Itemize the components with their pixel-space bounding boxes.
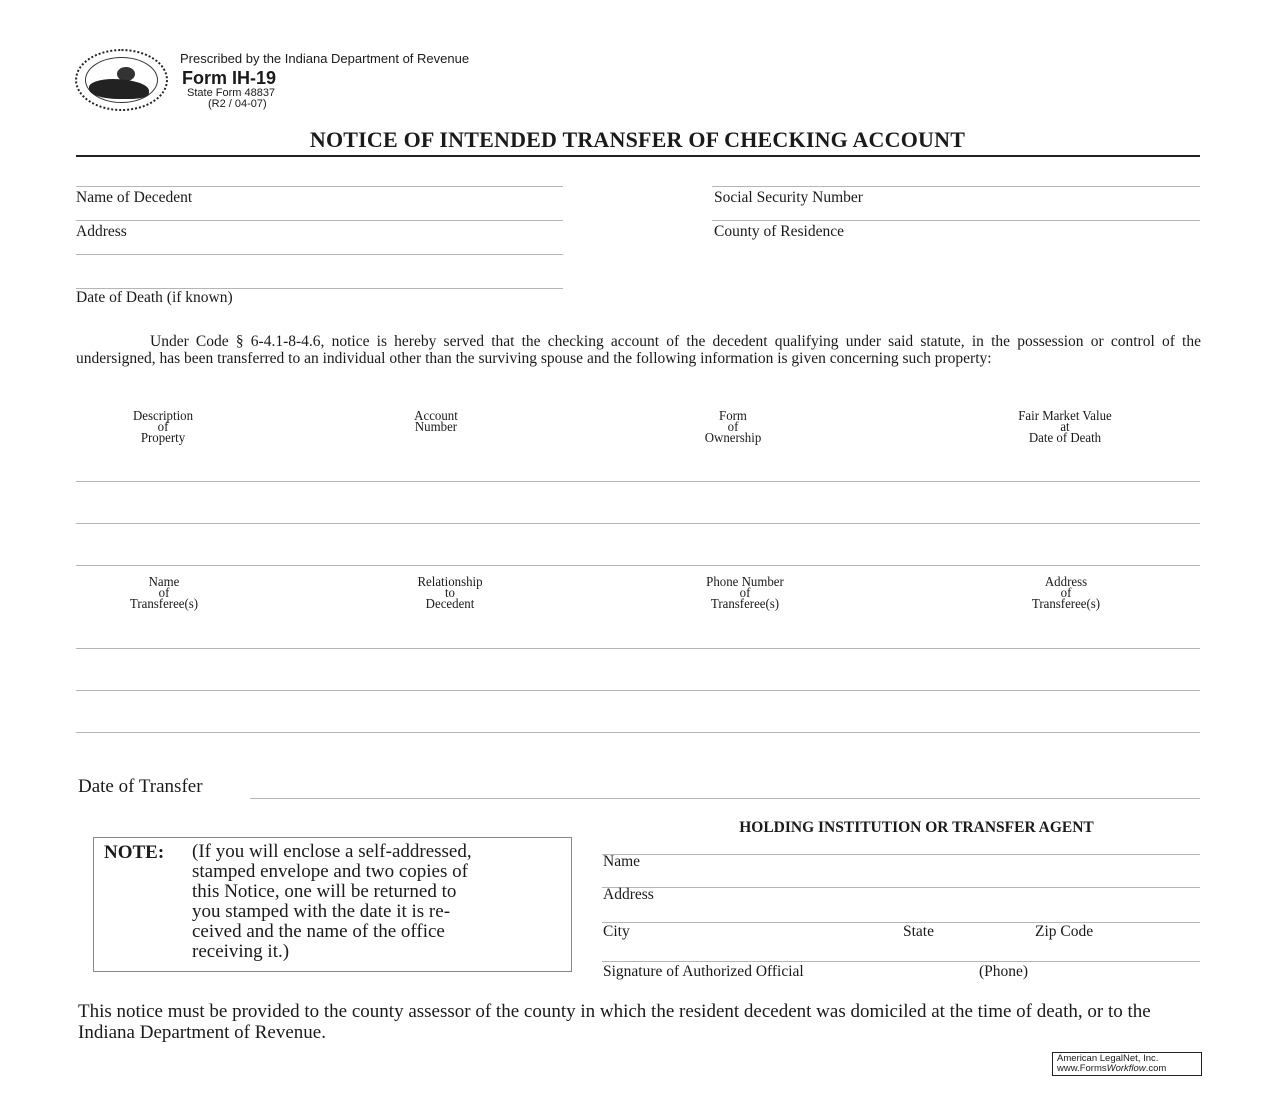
row-rule xyxy=(76,565,1200,566)
note-line: receiving it.) xyxy=(192,941,290,962)
credit-suffix: .com xyxy=(1145,1063,1167,1074)
header-line: of xyxy=(1060,586,1072,601)
header-line: Transferee(s) xyxy=(710,597,780,612)
transferee-table-row[interactable] xyxy=(76,649,1200,690)
column-header-account-number xyxy=(344,411,528,433)
row-rule xyxy=(76,732,1200,733)
column-header-relationship xyxy=(358,577,542,610)
transferee-table-row[interactable] xyxy=(76,607,1200,648)
zip-code-label: Zip Code xyxy=(1035,923,1094,940)
header-line: at xyxy=(1060,420,1070,435)
signature-field[interactable] xyxy=(602,938,972,960)
note-line: you stamped with the date it is re- xyxy=(192,901,451,922)
note-line: ceived and the name of the office xyxy=(192,921,445,942)
credit-italic: Workflow xyxy=(1106,1063,1146,1074)
column-header-transferee-address xyxy=(974,577,1158,610)
credit-line-1: American LegalNet, Inc. xyxy=(1057,1053,1159,1064)
note-label: NOTE: xyxy=(104,842,165,863)
header-line: Address xyxy=(1044,575,1088,590)
header-line: Relationship xyxy=(417,575,483,590)
note-line: stamped envelope and two copies of xyxy=(192,861,468,882)
column-header-transferee-name xyxy=(72,577,256,610)
header-line: Fair Market Value xyxy=(1018,409,1112,424)
holding-institution-title: HOLDING INSTITUTION OR TRANSFER AGENT xyxy=(739,819,1094,836)
city-label: City xyxy=(603,923,630,940)
property-table-row[interactable] xyxy=(76,482,1200,523)
state-label: State xyxy=(903,923,934,940)
field-rule xyxy=(250,798,1200,799)
phone-field[interactable] xyxy=(975,938,1200,960)
header-line: of xyxy=(739,586,751,601)
prescribed-by: Prescribed by the Indiana Department of Revenue xyxy=(180,51,470,66)
county-of-residence-field[interactable] xyxy=(895,221,1200,253)
date-of-transfer-label: Date of Transfer xyxy=(78,776,203,797)
page-title: NOTICE OF INTENDED TRANSFER OF CHECKING ACCOUNT xyxy=(309,127,966,152)
header-line: Phone Number xyxy=(706,575,784,590)
header-line: Description xyxy=(132,409,194,424)
county-of-residence-label: County of Residence xyxy=(714,223,845,240)
header-line: Decedent xyxy=(425,597,475,612)
institution-name-label: Name xyxy=(603,853,641,870)
submission-instruction: This notice must be provided to the county assessor of the county in which the resident decedent was domiciled at the time of death, or to the Indiana Department of Revenue. xyxy=(78,1001,1151,1043)
header-line: Transferee(s) xyxy=(1031,597,1101,612)
property-table-row[interactable] xyxy=(76,524,1200,565)
header-line: of xyxy=(727,420,739,435)
state-form-number: State Form 48837 xyxy=(187,87,276,99)
institution-address-field[interactable] xyxy=(675,888,1200,921)
date-of-death-label: Date of Death (if known) xyxy=(76,289,233,306)
transferee-table-row[interactable] xyxy=(76,691,1200,732)
header-line: Date of Death xyxy=(1028,431,1102,446)
header-line: Account xyxy=(414,409,458,424)
phone-label: (Phone) xyxy=(979,963,1029,980)
header-line: to xyxy=(444,586,456,601)
note-line: this Notice, one will be returned to xyxy=(192,881,457,902)
signature-label: Signature of Authorized Official xyxy=(603,963,804,980)
name-of-decedent-label: Name of Decedent xyxy=(76,189,193,206)
header-line: Number xyxy=(414,420,458,435)
field-rule xyxy=(76,254,563,255)
institution-name-field[interactable] xyxy=(660,855,1200,886)
header-line: of xyxy=(157,420,169,435)
indiana-state-seal-icon xyxy=(75,49,168,111)
date-of-death-field[interactable] xyxy=(290,289,563,309)
property-table-row[interactable] xyxy=(76,440,1200,481)
ssn-field[interactable] xyxy=(920,187,1200,219)
note-text xyxy=(192,842,567,962)
statute-statement xyxy=(76,333,1201,367)
header-line: Name xyxy=(148,575,180,590)
statute-statement-text: Under Code § 6-4.1-8-4.6, notice is hereby served that the checking account of the decedent qualifying under said statute, in the possession or control of the undersigned, has been transferred to an individual other than the surviving spouse and the following information is given concerning such property: xyxy=(76,333,1201,367)
field-rule xyxy=(602,961,1200,962)
header-line: of xyxy=(158,586,170,601)
form-revision: (R2 / 04-07) xyxy=(208,98,267,110)
ssn-label: Social Security Number xyxy=(714,189,863,206)
header-line: Ownership xyxy=(704,431,762,446)
header-line: Form xyxy=(719,409,747,424)
publisher-credit xyxy=(1052,1052,1202,1076)
address-label: Address xyxy=(76,223,127,240)
date-of-transfer-field[interactable] xyxy=(250,776,1200,798)
name-of-decedent-field[interactable] xyxy=(230,187,563,219)
column-header-phone-number xyxy=(653,577,837,610)
form-id: Form IH-19 xyxy=(182,68,277,88)
credit-prefix: www.Forms xyxy=(1057,1063,1107,1074)
title-divider xyxy=(76,155,1200,157)
header-line: Transferee(s) xyxy=(129,597,199,612)
credit-line-2 xyxy=(1057,1064,1197,1074)
institution-address-label: Address xyxy=(603,886,654,903)
header-line: Property xyxy=(140,431,186,446)
note-line: (If you will enclose a self-addressed, xyxy=(192,841,472,862)
